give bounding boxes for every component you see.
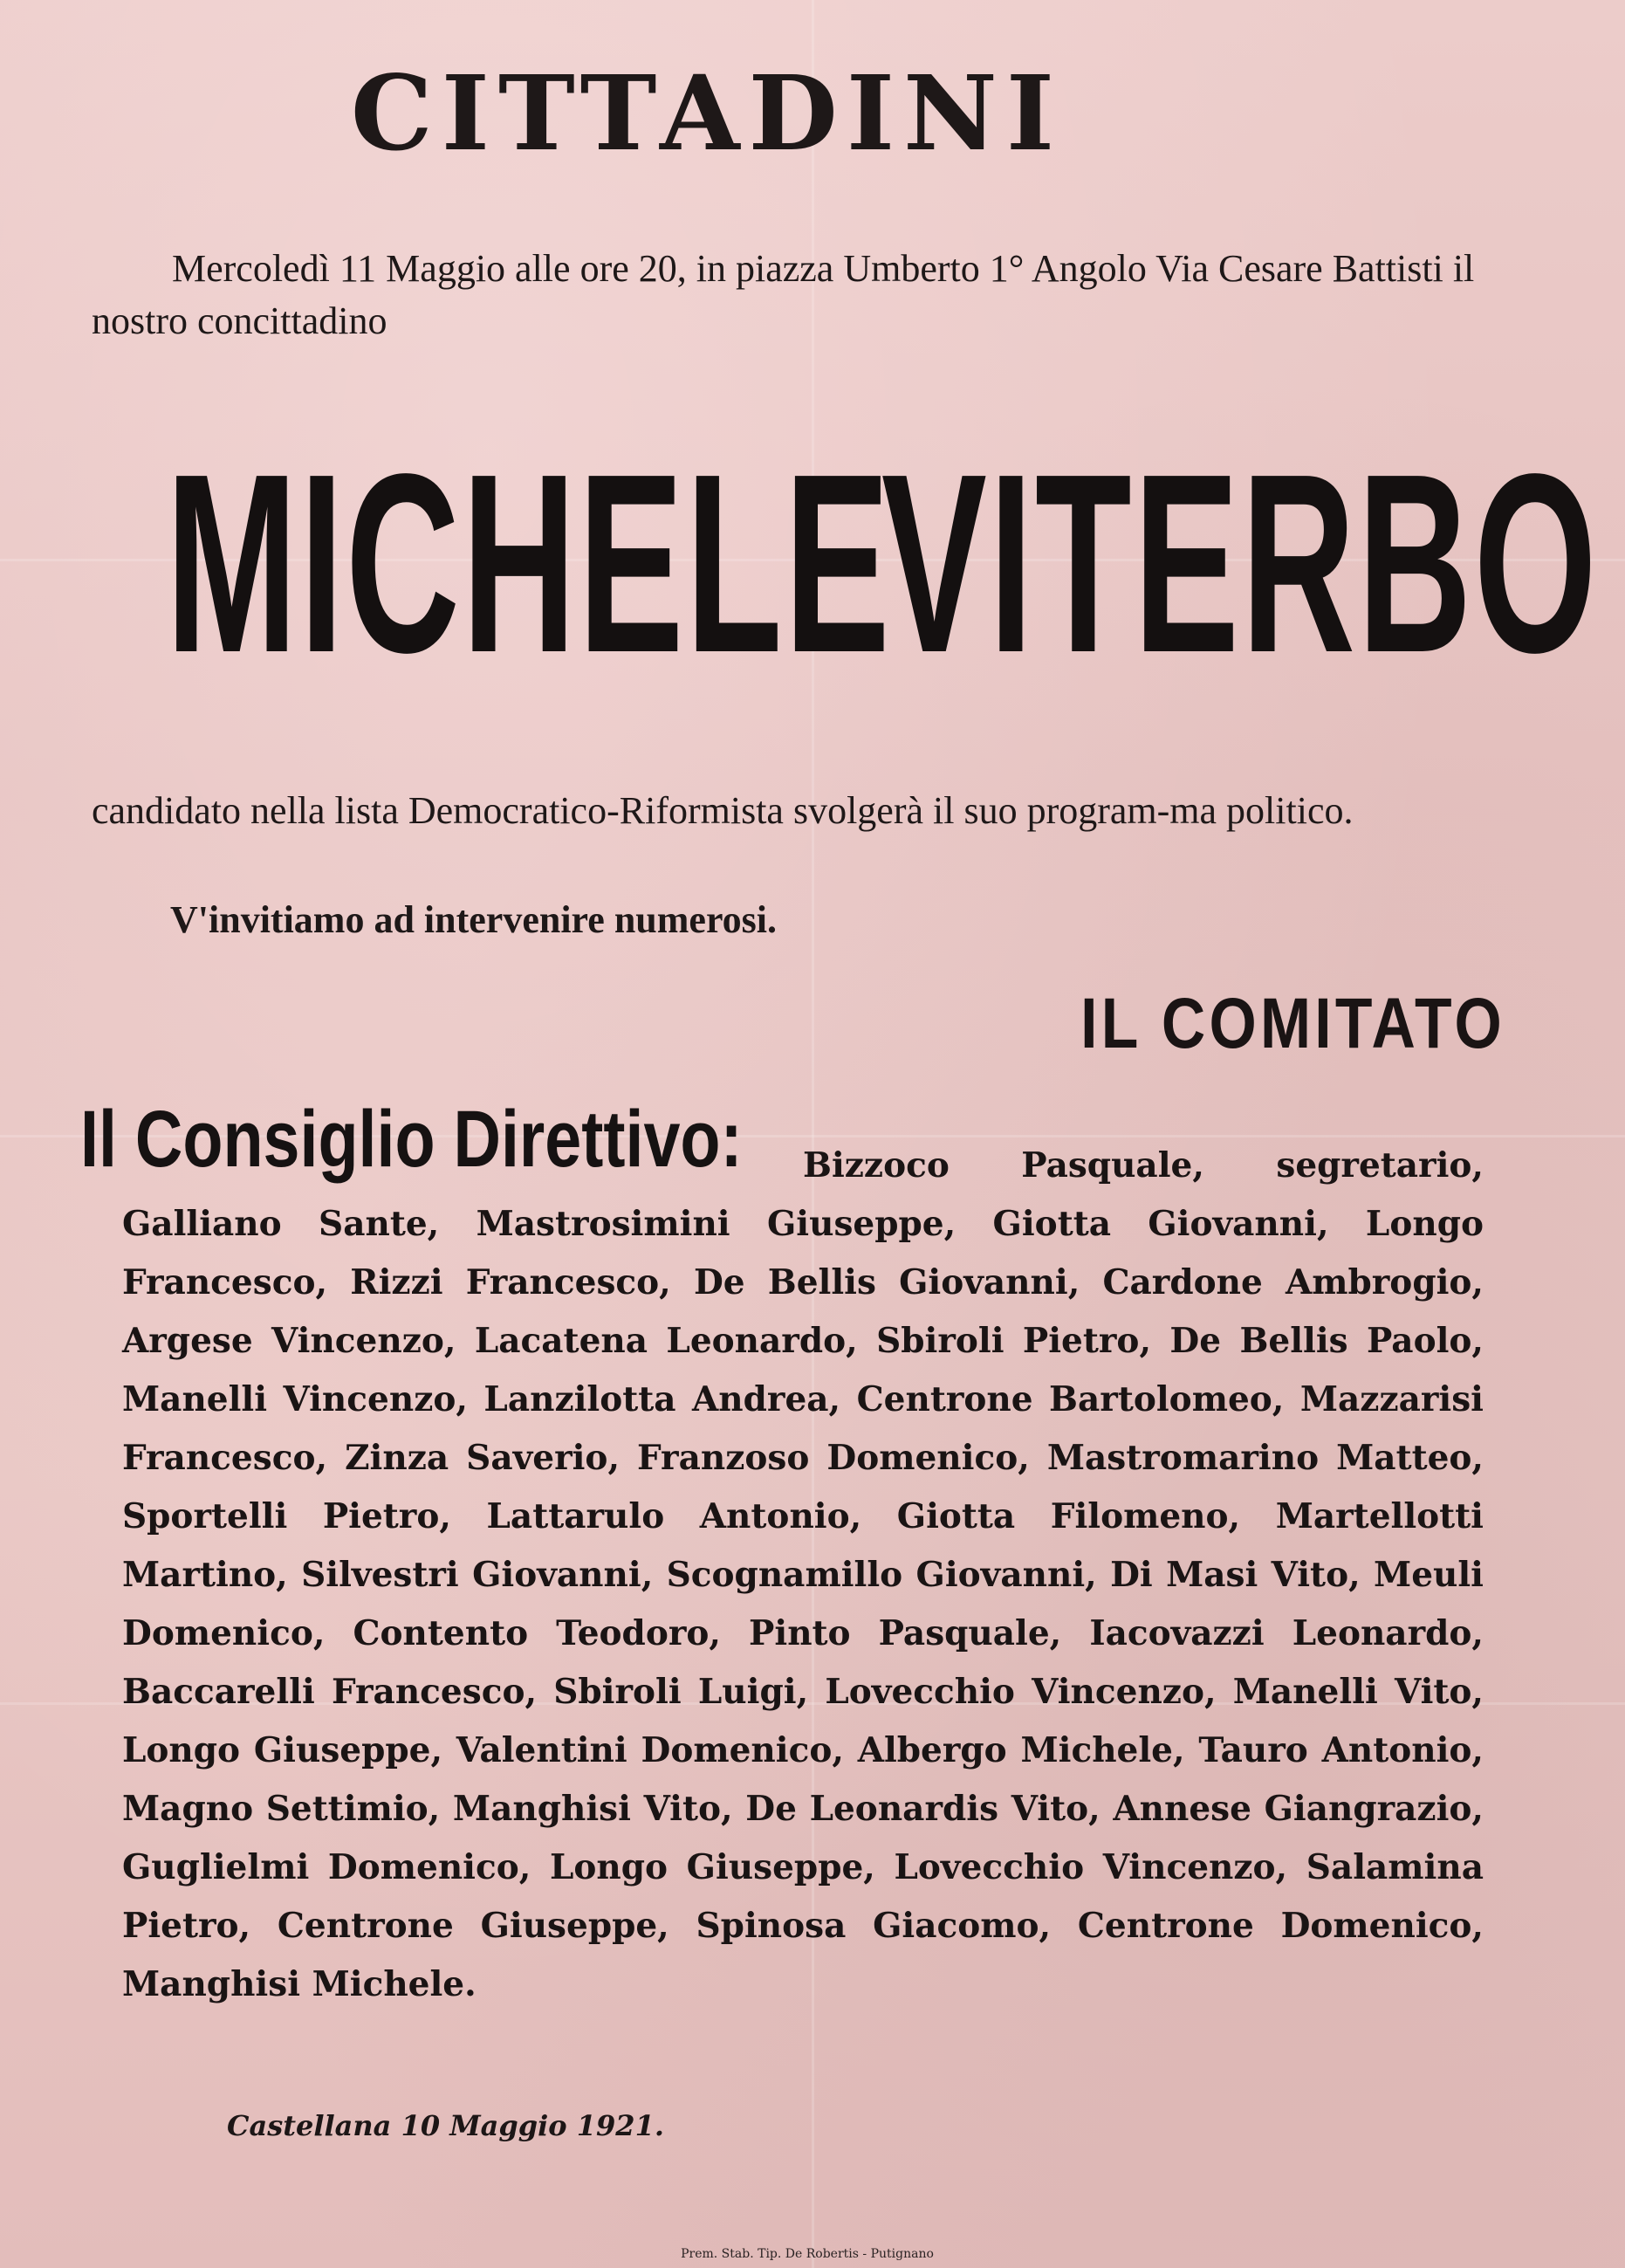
announcement-text: Mercoledì 11 Maggio alle ore 20, in piazza Umberto 1° Angolo Via Cesare Battisti il nostro concittadino (92, 247, 1475, 342)
candidate-last-name: VITERBO (881, 421, 1600, 705)
council-members-text: Bizzoco Pasquale, segretario, Galliano Sante, Mastrosimini Giuseppe, Giotta Giovanni, Longo Francesco, Rizzi Francesco, De Bellis Giovanni, Cardone Ambrogio, Argese Vincenzo, Lacatena Leonardo, Sbiroli Pietro, De Bellis Paolo, Manelli Vincenzo, Lanzilotta Andrea, Centrone Bartolomeo, Mazzarisi Francesco, Zinza Saverio, Franzoso Domenico, Mastromarino Matteo, Sportelli Pietro, Lattarulo Antonio, Giotta Filomeno, Martellotti Martino, Silvestri Giovanni, Scognamillo Giovanni, Di Masi Vito, Meuli Domenico, Contento Teodoro, Pinto Pasquale, Iacovazzi Leonardo, Baccarelli Francesco, Sbiroli Luigi, Lovecchio Vincenzo, Manelli Vito, Longo Giuseppe, Valentini Domenico, Albergo Michele, Tauro Antonio, Magno Settimio, Manghisi Vito, De Leonardis Vito, Annese Giangrazio, Guglielmi Domenico, Longo Giuseppe, Lovecchio Vincenzo, Salamina Pietro, Centrone Giuseppe, Spinosa Giacomo, Centrone Domenico, Manghisi Michele. (122, 1145, 1484, 2004)
council-heading: Il Consiglio Direttivo: (80, 1095, 743, 1184)
event-announcement (92, 243, 1523, 347)
council-members-list (122, 1137, 1484, 2014)
place-and-date: Castellana 10 Maggio 1921. (227, 2109, 664, 2142)
invitation-text: V'invitiamo ad intervenire numerosi. (170, 898, 778, 941)
poster-headline: CITTADINI (350, 52, 1064, 174)
program-text: candidato nella lista Democratico-Riformista svolgerà il suo program-ma politico. (92, 789, 1354, 832)
printer-credit: Prem. Stab. Tip. De Robertis - Putignano (681, 2247, 934, 2261)
candidate-first-name: MICHELE (166, 421, 893, 705)
committee-signature: IL COMITATO (1080, 984, 1505, 1063)
